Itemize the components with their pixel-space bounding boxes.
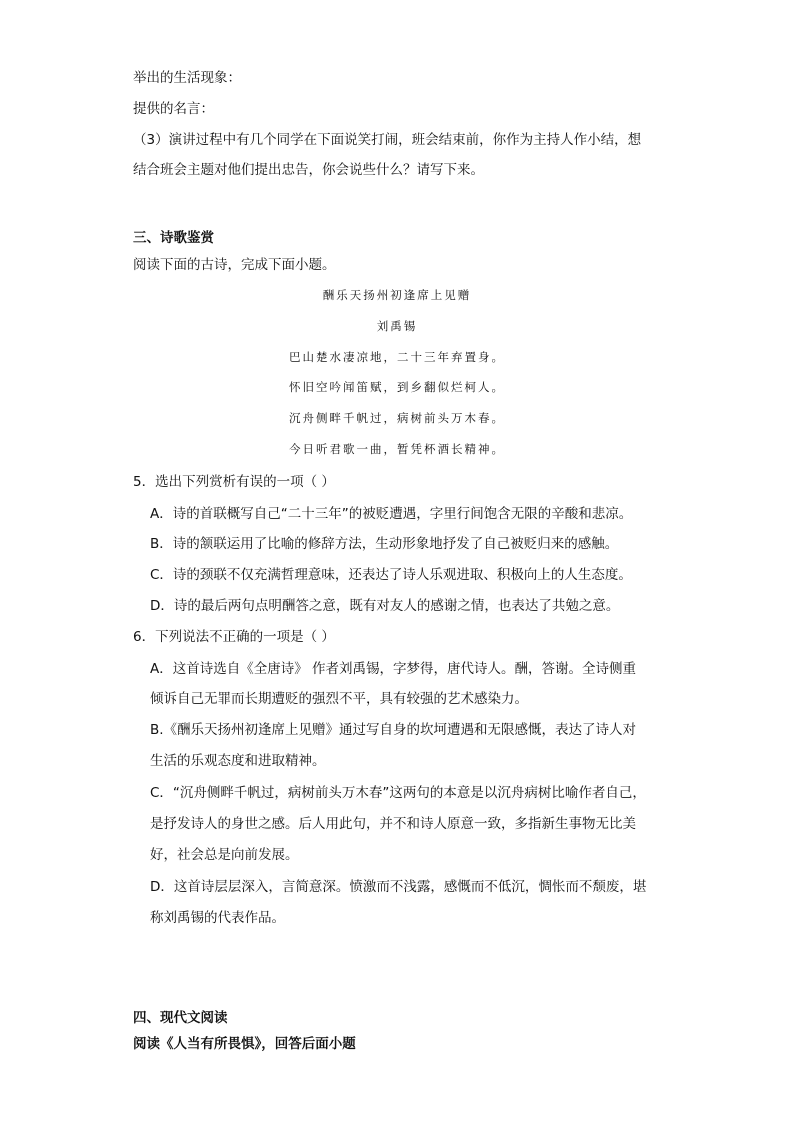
section-3-heading: 三、诗歌鉴赏	[133, 230, 214, 246]
question-6-option-line: C．“沉舟侧畔千帆过，病树前头万木春”这两句的本意是以沉舟病树比喻作者自己，	[150, 785, 646, 801]
question-5-option-c: C．诗的颈联不仅充满哲理意味，还表达了诗人乐观进取、积极向上的人生态度。	[150, 567, 632, 583]
question-3-line-2: 结合班会主题对他们提出忠告，你会说些什么？请写下来。	[133, 162, 484, 178]
question-6-stem: 6．下列说法不正确的一项是（ ）	[133, 629, 335, 645]
question-5-option-a: A．诗的首联概写自己“二十三年”的被贬遭遇，字里行间饱含无限的辛酸和悲凉。	[150, 506, 633, 522]
question-6-option-line: A．这首诗选自《全唐诗》 作者刘禹锡，字梦得，唐代诗人。酬，答谢。全诗侧重	[150, 661, 637, 677]
poem-title: 酬乐天扬州初逢席上见赠	[322, 288, 472, 302]
poem-line: 怀旧空吟闻笛赋，到乡翻似烂柯人。	[289, 380, 505, 394]
question-6-option-line: B.《酬乐天扬州初逢席上见赠》通过写自身的坎坷遭遇和无限感慨，表达了诗人对	[150, 722, 637, 738]
poem-line: 今日听君歌一曲，暂凭杯酒长精神。	[289, 442, 505, 456]
question-3-line-1: （3）演讲过程中有几个同学在下面说笑打闹，班会结束前，你作为主持人作小结，想	[133, 132, 642, 148]
question-5-option-b: B．诗的颔联运用了比喻的修辞方法，生动形象地抒发了自己被贬归来的感触。	[150, 536, 619, 552]
question-6-option-line: D．这首诗层层深入，言简意深。愤激而不浅露，感慨而不低沉，惆怅而不颓废，堪	[150, 879, 647, 895]
example-phenomenon-prompt: 举出的生活现象：	[133, 70, 241, 86]
quote-provided-prompt: 提供的名言：	[133, 101, 214, 117]
question-6-option-line: 生活的乐观态度和进取精神。	[150, 753, 326, 769]
question-6-option-line: 好，社会总是向前发展。	[150, 847, 299, 863]
poem-author: 刘禹锡	[376, 319, 418, 333]
section-4-instruction: 阅读《人当有所畏惧》，回答后面小题	[133, 1036, 356, 1052]
section-3-instruction: 阅读下面的古诗，完成下面小题。	[133, 257, 336, 273]
section-4-heading: 四、现代文阅读	[133, 1010, 228, 1026]
question-5-option-d: D．诗的最后两句点明酬答之意，既有对友人的感谢之情，也表达了共勉之意。	[150, 598, 620, 614]
question-6-option-line: 倾诉自己无罪而长期遭贬的强烈不平，具有较强的艺术感染力。	[150, 691, 528, 707]
poem-line: 沉舟侧畔千帆过，病树前头万木春。	[289, 411, 505, 425]
question-6-option-line: 是抒发诗人的身世之感。后人用此句，并不和诗人原意一致，多指新生事物无比美	[150, 816, 636, 832]
poem-line: 巴山楚水凄凉地，二十三年弃置身。	[289, 350, 505, 364]
question-5-stem: 5．选出下列赏析有误的一项（ ）	[133, 474, 335, 490]
question-6-option-line: 称刘禹锡的代表作品。	[150, 910, 285, 926]
